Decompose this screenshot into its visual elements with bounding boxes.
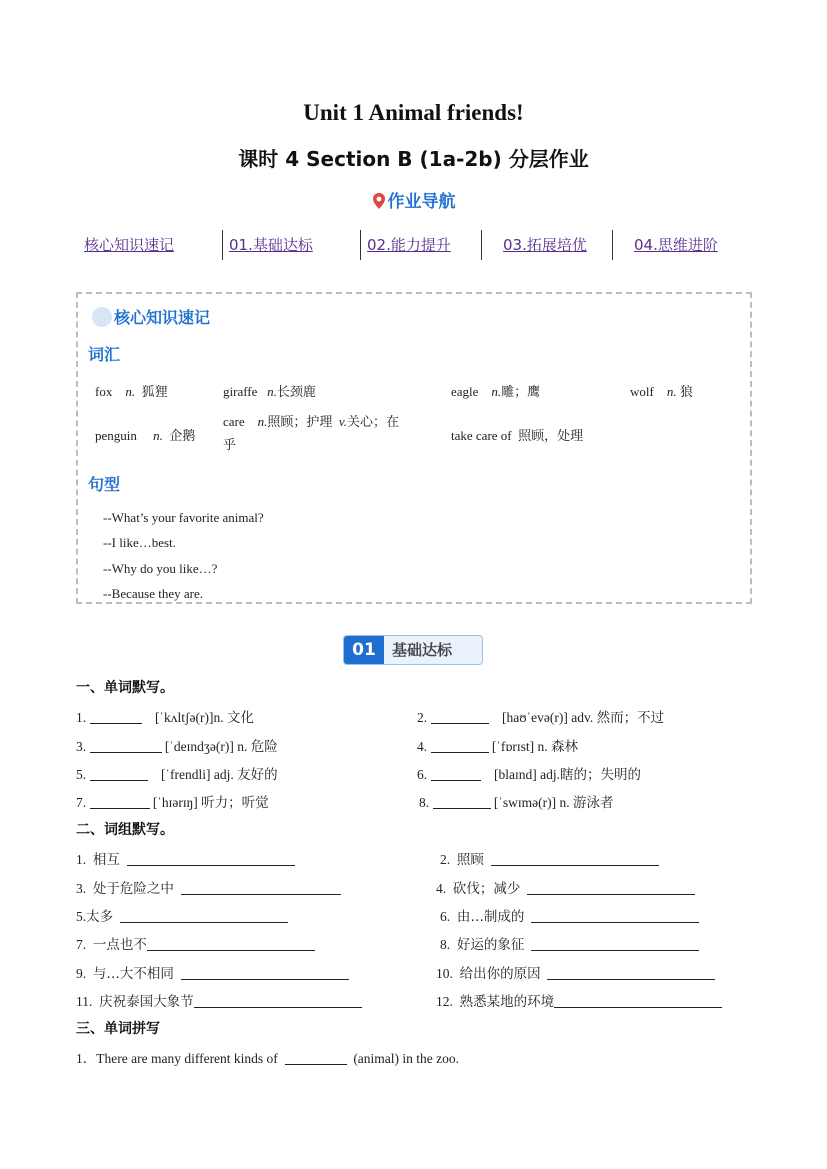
question-item: 7. [ˈhɪərɪŋ] 听力；听觉 [76, 795, 269, 810]
location-pin-icon [372, 192, 386, 215]
section-number: 01 [344, 636, 384, 664]
knowledge-icon [92, 307, 112, 327]
question-item: 2. [haʊˈevə(r)] adv. 然而；不过 [417, 710, 665, 725]
sentence-line: --Why do you like…? [103, 561, 218, 576]
answer-blank[interactable] [433, 794, 491, 809]
answer-blank[interactable] [527, 880, 695, 895]
phrase-item: 5.太多 [76, 905, 288, 925]
answer-blank[interactable] [120, 908, 288, 923]
vocab-item: take care of 照顾，处理 [451, 428, 584, 444]
phrase-item: 2. 照顾 [440, 848, 659, 868]
question-item: 5. [ˈfrendli] adj. 友好的 [76, 767, 278, 782]
question-item: 4. [ˈfɒrɪst] n. 森林 [417, 739, 579, 754]
guide-label: 作业导航 [387, 192, 456, 212]
vocab-item: care n.照顾；护理 v.关心；在 乎 [223, 414, 399, 453]
nav-improve[interactable]: 02.能力提升 [367, 236, 451, 254]
answer-blank[interactable] [147, 936, 315, 951]
vocab-item: wolf n. 狼 [630, 384, 693, 400]
section-nav [70, 230, 760, 260]
nav-divider [612, 230, 613, 260]
nav-divider [222, 230, 223, 260]
nav-extend[interactable]: 03.拓展培优 [503, 236, 587, 254]
phrase-item: 6. 由…制成的 [440, 905, 699, 925]
part1-title: 一、单词默写。 [76, 680, 174, 696]
phrase-item: 1. 相互 [76, 848, 295, 868]
phrase-item: 3. 处于危险之中 [76, 877, 341, 897]
answer-blank[interactable] [431, 738, 489, 753]
spelling-item: 1．There are many different kinds of (animal) in the zoo. [76, 1051, 460, 1066]
answer-blank[interactable] [491, 851, 659, 866]
sentence-line: --I like…best. [103, 535, 176, 550]
page-title: Unit 1 Animal friends! [303, 100, 524, 125]
answer-blank[interactable] [431, 709, 489, 724]
answer-blank[interactable] [554, 993, 722, 1008]
nav-divider [360, 230, 361, 260]
question-item: 1. [ˈkʌltʃə(r)]n. 文化 [76, 710, 254, 725]
answer-blank[interactable] [194, 993, 362, 1008]
answer-blank[interactable] [431, 766, 481, 781]
phrase-item: 12. 熟悉某地的环境 [436, 990, 722, 1010]
section-label: 基础达标 [392, 641, 453, 659]
phrase-item: 10. 给出你的原因 [436, 962, 715, 982]
answer-blank[interactable] [90, 794, 150, 809]
answer-blank[interactable] [127, 851, 295, 866]
nav-thinking[interactable]: 04.思维进阶 [634, 236, 718, 254]
answer-blank[interactable] [547, 965, 715, 980]
phrase-item: 7. 一点也不 [76, 933, 315, 953]
answer-blank[interactable] [285, 1050, 347, 1065]
sentence-line: --Because they are. [103, 586, 203, 601]
answer-blank[interactable] [181, 880, 341, 895]
answer-blank[interactable] [531, 936, 699, 951]
knowledge-header-label: 核心知识速记 [114, 308, 211, 327]
sentence-label: 句型 [88, 475, 121, 494]
vocab-item: giraffe n.长颈鹿 [223, 384, 316, 400]
sentence-line: --What’s your favorite animal? [103, 510, 264, 525]
phrase-item: 9. 与…大不相同 [76, 962, 349, 982]
nav-basic[interactable]: 01.基础达标 [229, 236, 313, 254]
part2-title: 二、词组默写。 [76, 822, 174, 838]
knowledge-header [92, 305, 210, 328]
page-subtitle: 课时 4 Section B (1a-2b) 分层作业 [238, 147, 589, 171]
question-item: 8. [ˈswɪmə(r)] n. 游泳者 [419, 795, 614, 810]
question-item: 3. [ˈdeɪndʒə(r)] n. 危险 [76, 739, 278, 754]
vocab-item: penguin n. 企鹅 [95, 428, 196, 444]
vocab-item: fox n. 狐狸 [95, 384, 168, 400]
vocab-label: 词汇 [88, 345, 121, 364]
question-item: 6. [blaɪnd] adj.瞎的；失明的 [417, 767, 641, 782]
answer-blank[interactable] [90, 766, 148, 781]
answer-blank[interactable] [531, 908, 699, 923]
phrase-item: 11. 庆祝泰国大象节 [76, 990, 362, 1010]
answer-blank[interactable] [181, 965, 349, 980]
part3-title: 三、单词拼写 [76, 1021, 160, 1037]
nav-core-knowledge[interactable]: 核心知识速记 [84, 236, 175, 254]
answer-blank[interactable] [90, 738, 162, 753]
phrase-item: 8. 好运的象征 [440, 933, 699, 953]
section-badge [343, 635, 483, 665]
homework-guide-heading [0, 187, 827, 215]
answer-blank[interactable] [90, 709, 142, 724]
phrase-item: 4. 砍伐；减少 [436, 877, 695, 897]
nav-divider [481, 230, 482, 260]
vocab-item: eagle n.雕；鹰 [451, 384, 541, 400]
